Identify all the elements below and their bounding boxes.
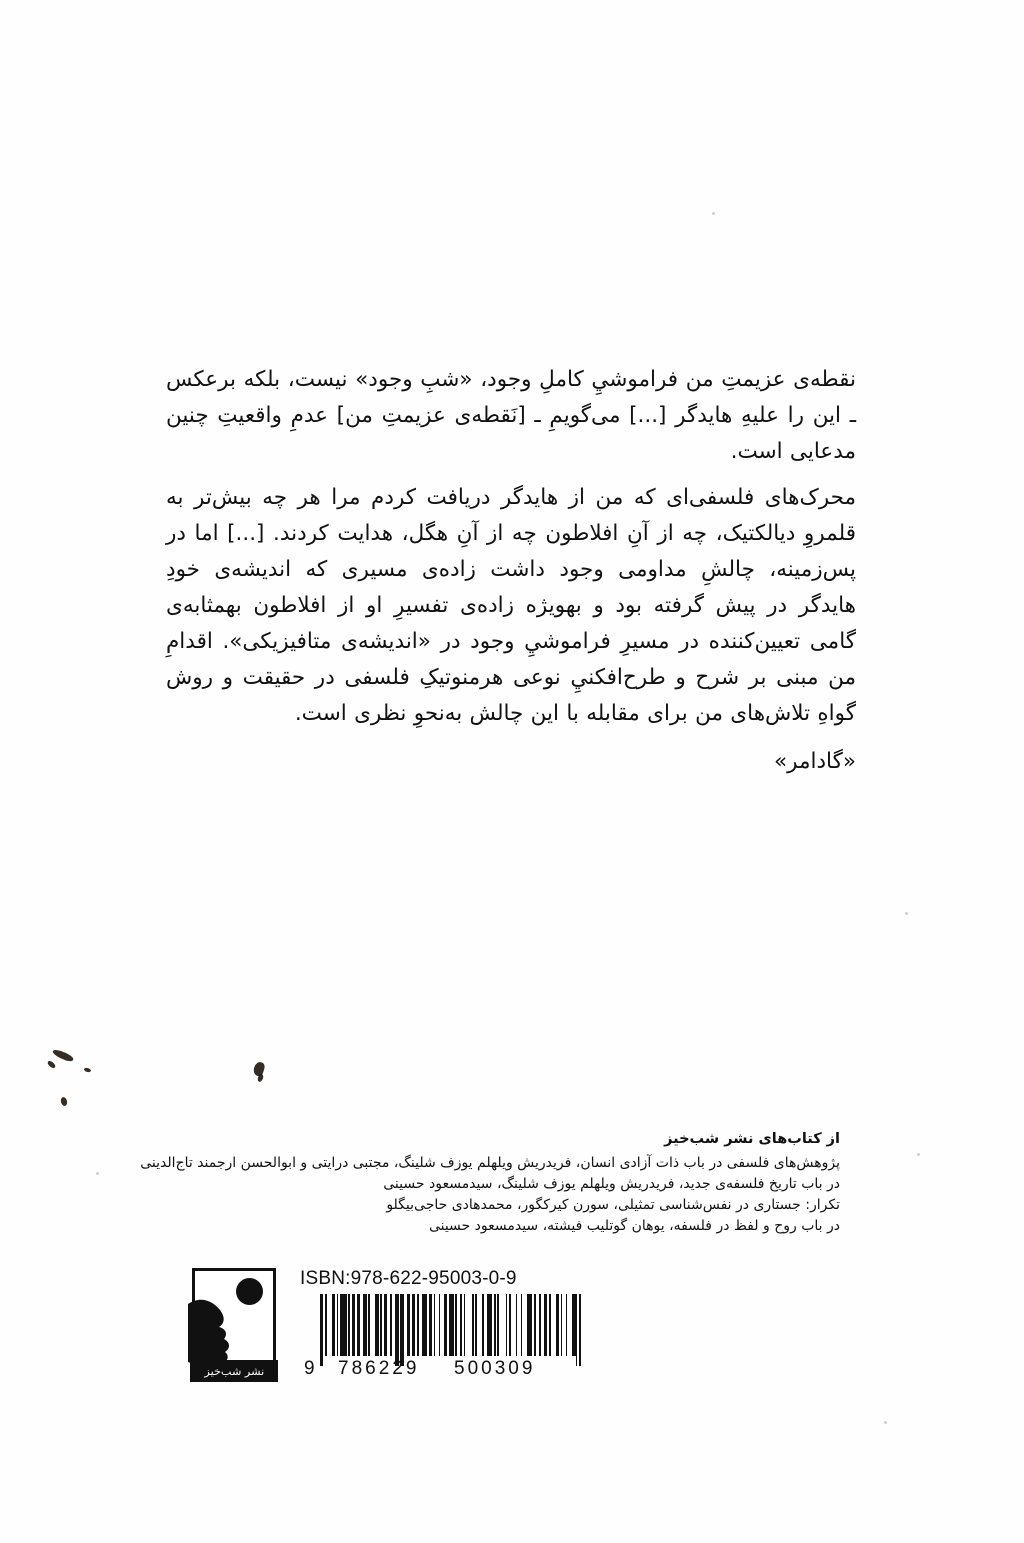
catalogue-item: تکرار: جستاری در نفس‌شناسی تمثیلی، سورن کیرکگور، محمدهادی حاجی‌بیگلو [386, 1197, 840, 1213]
scan-speck [884, 1421, 887, 1424]
ink-smudge [84, 1067, 92, 1073]
ink-smudge [60, 1096, 68, 1106]
catalogue-item: در باب تاریخ فلسفه‌ی جدید، فریدریش ویلهلم یوزف شلینگ، سیدمسعود حسینی [383, 1176, 840, 1192]
barcode-left-group: 786229 [338, 1358, 420, 1379]
barcode-right-group: 500309 [454, 1358, 536, 1379]
scan-speck [917, 1153, 920, 1156]
publisher-catalogue [140, 1128, 840, 1237]
barcode [304, 1294, 596, 1384]
ink-smudge [46, 1060, 56, 1070]
quote-attribution: «گادامر» [773, 749, 856, 774]
catalogue-heading: از کتاب‌های نشر شب‌خیز [664, 1131, 840, 1147]
catalogue-item: پژوهش‌های فلسفی در باب ذات آزادی انسان، فریدریش ویلهلم یوزف شلینگ، مجتبی درایتی و ابوالحسن ارجمند تاج‌الدینی [140, 1155, 840, 1171]
publisher-logo [186, 1268, 282, 1388]
isbn-barcode-block [296, 1268, 596, 1384]
scan-speck [905, 912, 908, 915]
scan-speck [712, 212, 715, 215]
face-silhouette-icon [186, 1294, 248, 1368]
bottom-bar [186, 1268, 606, 1388]
logo-nameplate [190, 1360, 278, 1382]
catalogue-item: در باب روح و لفظ در فلسفه، یوهان گوتلیب فیشته، سیدمسعود حسینی [428, 1218, 840, 1234]
barcode-lead-digit: 9 [304, 1358, 316, 1379]
quote-paragraph-2: محرک‌های فلسفی‌ای که من از هایدگر دریافت کردم مرا هر چه بیش‌تر به قلمروِ دیالکتیک، چه از آنِ افلاطون چه از آنِ هگل، هدایت کردند. [...] اما در پس‌زمینه، چالشِ مداومی وجود داشت زاده‌ی مسیری که اندیشه‌ی خودِ هایدگر در پیش گرفته بود و بهویژه زاده‌ی تفسیرِ او از افلاطون بهمثابه‌ی گامی تعیین‌کننده در مسیرِ فراموشيِ وجود در «اندیشه‌ی متافیزیکی». اقدامِ من مبنی بر شرح و طرح‌افکنيِ نوعی هرمنوتیکِ فلسفی در حقیقت و روش گواهِ تلاش‌های من برای مقابله با این چالش به‌نحوِ نظری است. [166, 485, 856, 726]
quote-block [166, 362, 856, 780]
ink-smudge [52, 1048, 75, 1064]
logo-name-text: نشر شب‌خیز [204, 1364, 264, 1378]
ink-smudge [257, 1073, 265, 1082]
scan-speck [96, 1172, 99, 1175]
barcode-bars [320, 1294, 582, 1366]
quote-paragraph-1: نقطه‌ی عزیمتِ من فراموشيِ کاملِ وجود، «شبِ وجود» نیست، بلکه برعکس ـ این را علیهِ هایدگر [...] می‌گویمِ ـ [نَقطه‌ی عزیمتِ من] عدمِ واقعیتِ چنین مدعایی است. [166, 367, 856, 464]
isbn-text: ISBN:978-622-95003-0-9 [300, 1268, 517, 1289]
